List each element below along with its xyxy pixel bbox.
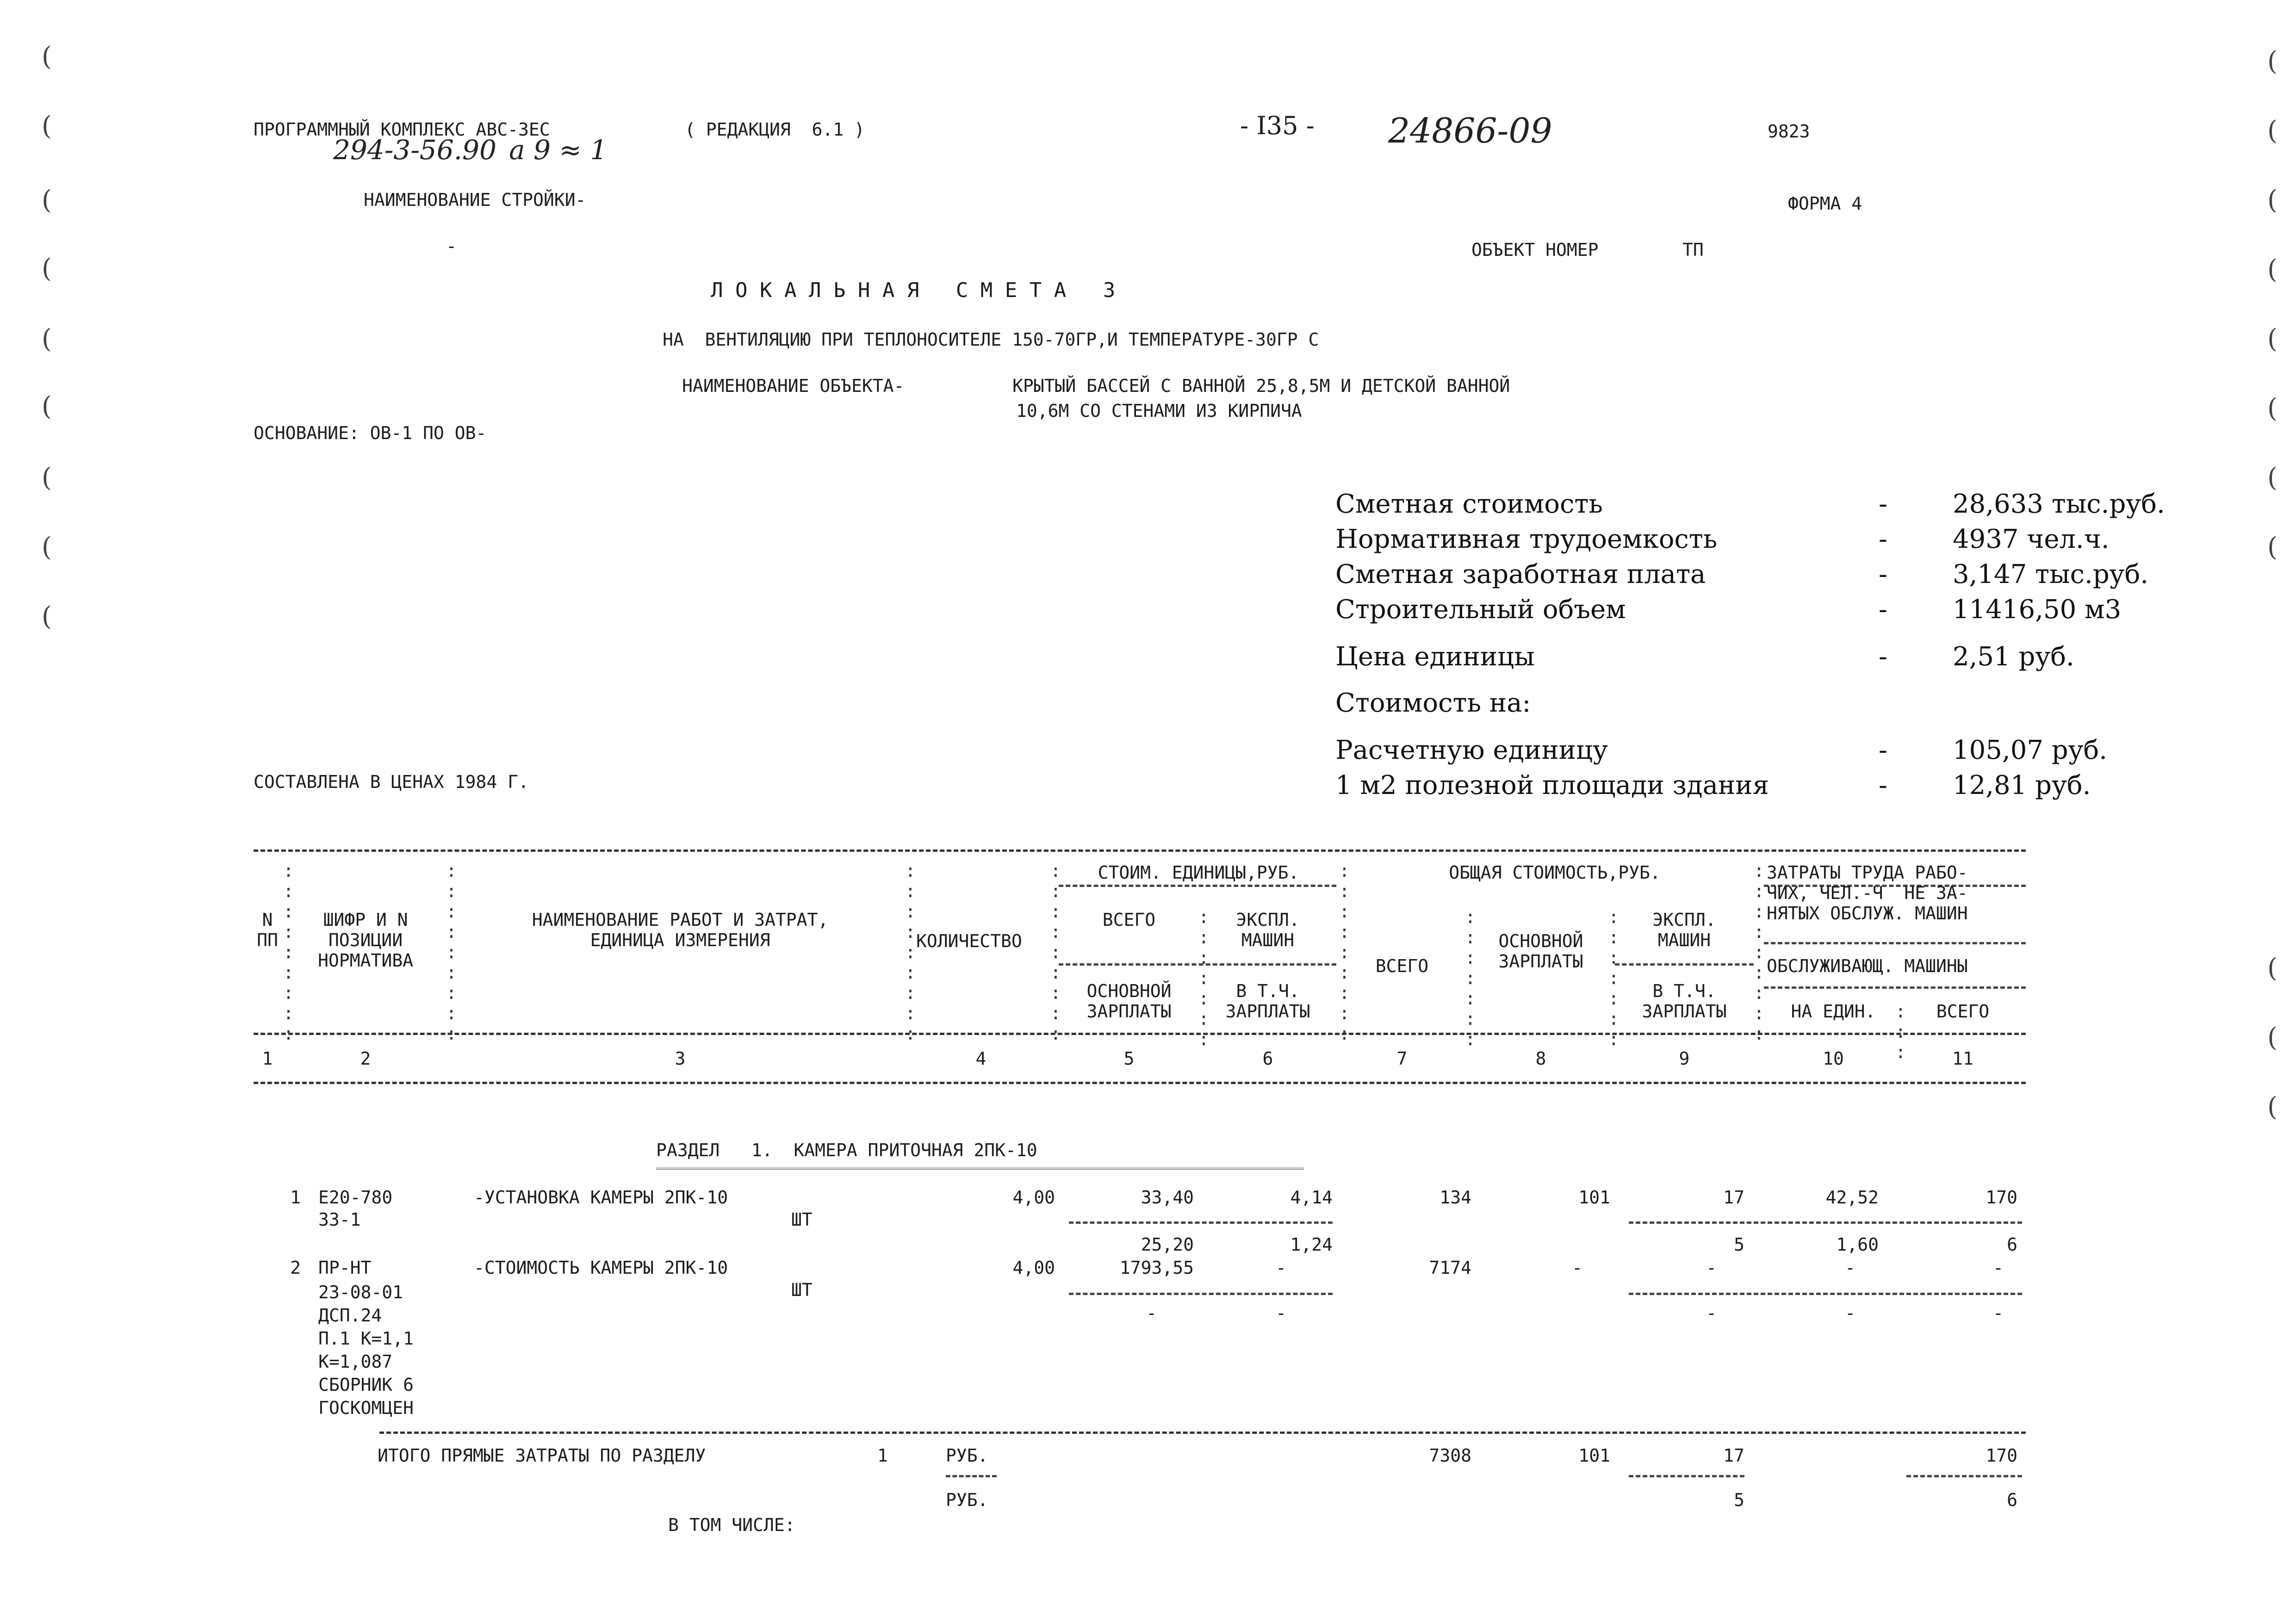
binding-mark: ( <box>2267 1023 2277 1053</box>
row-unit: ШТ <box>791 1209 813 1230</box>
document-code: 9823 <box>1768 121 1810 142</box>
row-labor-serv-total: - <box>1993 1303 2004 1323</box>
binding-mark: ( <box>42 111 52 141</box>
object-name-line1: КРЫТЫЙ БАССЕЙ С ВАННОЙ 25,8,5М И ДЕТСКОЙ ВАННОЙ <box>1012 376 1510 396</box>
binding-mark: ( <box>42 601 52 632</box>
construction-dash: - <box>446 236 457 256</box>
column-number: 1 <box>262 1048 273 1069</box>
row-unit-incl-wage: 1,24 <box>1290 1234 1333 1255</box>
total-all-header: ВСЕГО <box>1375 956 1429 976</box>
column-separator: : : : : : : : <box>1198 907 1209 1049</box>
labor-subrule-2 <box>1764 942 2026 944</box>
totals-total: 7308 <box>1429 1445 1471 1466</box>
column-number: 10 <box>1823 1048 1844 1069</box>
row-unit-machines: 4,14 <box>1290 1187 1333 1208</box>
summary-dash: - <box>1879 735 1887 765</box>
binding-mark: ( <box>42 42 52 72</box>
col-number-header: N ПП <box>257 910 278 950</box>
unit-cost-subrule-2 <box>1059 963 1336 966</box>
column-separator: : : : : : : : : : <box>1339 861 1350 1044</box>
unit-total-header: ВСЕГО <box>1102 910 1156 930</box>
row-subrule <box>1069 1221 1333 1224</box>
row-labor-unit: - <box>1845 1258 1855 1278</box>
column-separator: : : : : : : : <box>1608 907 1619 1049</box>
column-separator: : : : : : : : : : <box>283 861 294 1044</box>
summary-value: 3,147 тыс.руб. <box>1953 559 2149 589</box>
totals-subrule <box>946 1475 997 1477</box>
row-subrule <box>1629 1293 2022 1295</box>
row-total-machines: 17 <box>1723 1187 1744 1208</box>
row-labor-total: 170 <box>1986 1187 2017 1208</box>
binding-mark: ( <box>42 324 52 354</box>
row-code: Е20-780 <box>318 1187 393 1208</box>
price-level: СОСТАВЛЕНА В ЦЕНАХ 1984 Г. <box>254 772 529 792</box>
column-number: 5 <box>1123 1048 1135 1069</box>
row-unit-wage: 25,20 <box>1141 1234 1194 1255</box>
summary-label: Цена единицы <box>1335 642 1535 672</box>
binding-mark: ( <box>2267 185 2277 215</box>
page-number: - I35 - <box>1240 111 1315 140</box>
binding-mark: ( <box>2267 532 2277 562</box>
total-mach-subrule <box>1615 963 1754 966</box>
handwritten-number: 24866-09 <box>1388 111 1552 151</box>
row-unit-wage: - <box>1146 1303 1157 1323</box>
totals-wage: 101 <box>1578 1445 1610 1466</box>
labor-serv-header: ОБСЛУЖИВАЮЩ. МАШИНЫ <box>1767 956 1968 976</box>
summary-value: 2,51 руб. <box>1953 642 2074 672</box>
unit-mach-header: ЭКСПЛ. МАШИН <box>1236 910 1300 950</box>
totals-unit: РУБ. <box>946 1445 988 1466</box>
column-separator: : : : <box>1895 1001 1906 1062</box>
total-incl-header: В Т.Ч. ЗАРПЛАТЫ <box>1642 981 1727 1022</box>
form-label: ФОРМА 4 <box>1788 193 1862 214</box>
column-number: 7 <box>1396 1048 1408 1069</box>
unit-cost-header: СТОИМ. ЕДИНИЦЫ,РУБ. <box>1098 862 1299 883</box>
summary-label: Расчетную единицу <box>1335 735 1608 765</box>
summary-value: 11416,50 м3 <box>1953 595 2122 625</box>
col-qty-header: КОЛИЧЕСТВО <box>916 931 1022 951</box>
row-labor-total: - <box>1993 1258 2004 1278</box>
row-labor-serv-total: 6 <box>2007 1234 2017 1255</box>
row-code-extra: 23-08-01 ДСП.24 П.1 К=1,1 К=1,087 СБОРНИК 6 ГОСКОМЦЕН <box>318 1282 414 1418</box>
binding-mark: ( <box>2267 254 2277 285</box>
row-total: 7174 <box>1429 1258 1471 1278</box>
summary-dash: - <box>1879 489 1887 519</box>
document-subtitle: НА ВЕНТИЛЯЦИЮ ПРИ ТЕПЛОНОСИТЕЛЕ 150-70ГР,И ТЕМПЕРАТУРЕ-30ГР С <box>663 329 1319 350</box>
binding-mark: ( <box>42 254 52 284</box>
unit-incl-header: В Т.Ч. ЗАРПЛАТЫ <box>1225 981 1310 1022</box>
column-separator: : : : : : : : <box>1465 907 1476 1049</box>
row-number: 1 <box>290 1187 301 1208</box>
object-number-label: ОБЪЕКТ НОМЕР <box>1471 240 1599 260</box>
totals-section-number: 1 <box>877 1445 888 1466</box>
binding-mark: ( <box>42 185 52 215</box>
handwritten-project: 294-3-56.90 <box>333 134 496 166</box>
summary-value: 28,633 тыс.руб. <box>1953 489 2165 519</box>
labor-subrule-3 <box>1764 986 2026 989</box>
row-code: ПР-НТ <box>318 1258 372 1278</box>
row-total-incl-wage: 5 <box>1734 1234 1744 1255</box>
program-name: ПРОГРАММНЫЙ КОМПЛЕКС АВС-3ЕС <box>254 119 550 140</box>
summary-label: Нормативная трудоемкость <box>1335 524 1718 554</box>
table-numbers-rule <box>254 1082 2026 1084</box>
col-name-header: НАИМЕНОВАНИЕ РАБОТ И ЗАТРАТ, ЕДИНИЦА ИЗМЕРЕНИЯ <box>532 910 829 950</box>
summary-dash: - <box>1879 595 1887 625</box>
col-code-header: ШИФР И N ПОЗИЦИИ НОРМАТИВА <box>318 910 413 971</box>
totals-labor-serv: 6 <box>2007 1490 2017 1510</box>
totals-labor: 170 <box>1986 1445 2017 1466</box>
row-labor-unit: 42,52 <box>1825 1187 1879 1208</box>
binding-mark: ( <box>42 463 52 493</box>
totals-subrule <box>1629 1475 1744 1477</box>
column-number: 4 <box>975 1048 987 1069</box>
section-title: РАЗДЕЛ 1. КАМЕРА ПРИТОЧНАЯ 2ПК-10 <box>656 1140 1037 1160</box>
summary-label: 1 м2 полезной площади здания <box>1335 770 1769 800</box>
unit-cost-subrule <box>1059 885 1336 887</box>
row-unit-machines: - <box>1276 1258 1286 1278</box>
summary-label: Стоимость на: <box>1335 688 1531 718</box>
row-total-machines: - <box>1706 1258 1717 1278</box>
summary-dash: - <box>1879 559 1887 589</box>
row-total-incl-wage: - <box>1706 1303 1717 1323</box>
summary-dash: - <box>1879 524 1887 554</box>
binding-mark: ( <box>2267 46 2277 76</box>
column-separator: : : : : : : : : : <box>446 861 457 1044</box>
binding-mark: ( <box>42 532 52 562</box>
totals-including: В ТОМ ЧИСЛЕ: <box>668 1515 795 1535</box>
row-name: -СТОИМОСТЬ КАМЕРЫ 2ПК-10 <box>474 1258 728 1278</box>
totals-machines: 17 <box>1723 1445 1744 1466</box>
binding-mark: ( <box>42 391 52 421</box>
totals-label: ИТОГО ПРЯМЫЕ ЗАТРАТЫ ПО РАЗДЕЛУ <box>378 1445 706 1466</box>
totals-incl-wage: 5 <box>1734 1490 1744 1510</box>
row-unit-incl-wage: - <box>1276 1303 1286 1323</box>
total-cost-header: ОБЩАЯ СТОИМОСТЬ,РУБ. <box>1449 862 1661 883</box>
column-number: 3 <box>675 1048 686 1069</box>
construction-label: НАИМЕНОВАНИЕ СТРОЙКИ- <box>364 190 586 210</box>
summary-dash: - <box>1879 642 1887 672</box>
binding-mark: ( <box>2267 1092 2277 1122</box>
column-separator: : : : : : : : : : <box>905 861 916 1044</box>
summary-label: Сметная заработная плата <box>1335 559 1706 589</box>
row-total-wage: - <box>1572 1258 1582 1278</box>
total-wage-header: ОСНОВНОЙ ЗАРПЛАТЫ <box>1498 931 1583 972</box>
totals-subrule <box>1906 1475 2022 1477</box>
summary-value: 12,81 руб. <box>1953 770 2091 800</box>
row-code-extra: 33-1 <box>318 1209 361 1230</box>
column-number: 9 <box>1679 1048 1690 1069</box>
totals-unit-2: РУБ. <box>946 1490 988 1510</box>
object-number-value: ТП <box>1682 240 1704 260</box>
labor-total-header: ВСЕГО <box>1936 1001 1990 1022</box>
row-quantity: 4,00 <box>1012 1258 1055 1278</box>
row-total: 134 <box>1440 1187 1471 1208</box>
summary-value: 105,07 руб. <box>1953 735 2108 765</box>
column-number: 8 <box>1535 1048 1546 1069</box>
binding-mark: ( <box>2267 953 2277 983</box>
column-number: 6 <box>1262 1048 1273 1069</box>
column-number: 11 <box>1952 1048 1973 1069</box>
row-quantity: 4,00 <box>1012 1187 1055 1208</box>
totals-top-rule <box>379 1432 2026 1434</box>
labor-header: ЗАТРАТЫ ТРУДА РАБО- ЧИХ, ЧЕЛ.-Ч НЕ ЗА- НЯТЫХ ОБСЛУЖ. МАШИН <box>1767 862 1968 924</box>
row-total-wage: 101 <box>1578 1187 1610 1208</box>
object-name-line2: 10,6М СО СТЕНАМИ ИЗ КИРПИЧА <box>1016 401 1302 421</box>
summary-dash: - <box>1879 770 1887 800</box>
summary-value: 4937 чел.ч. <box>1953 524 2110 554</box>
summary-label: Строительный объем <box>1335 595 1626 625</box>
binding-mark: ( <box>2267 463 2277 493</box>
row-subrule <box>1629 1221 2022 1224</box>
row-name: -УСТАНОВКА КАМЕРЫ 2ПК-10 <box>474 1187 728 1208</box>
labor-unit-header: НА ЕДИН. <box>1791 1001 1876 1022</box>
binding-mark: ( <box>2267 393 2277 423</box>
section-underline <box>656 1168 1304 1170</box>
column-separator: : : : : : : : : : <box>1050 861 1061 1044</box>
handwritten-album: а 9 ≈ 1 <box>509 134 608 166</box>
unit-wage-header: ОСНОВНОЙ ЗАРПЛАТЫ <box>1086 981 1172 1022</box>
column-separator: : : : : : : : : : <box>1754 861 1764 1044</box>
row-unit-total: 1793,55 <box>1119 1258 1194 1278</box>
table-top-rule <box>254 849 2026 852</box>
row-unit: ШТ <box>791 1280 813 1300</box>
edition: ( РЕДАКЦИЯ 6.1 ) <box>685 119 865 140</box>
document-title: Л О К А Л Ь Н А Я С М Е Т А 3 <box>711 279 1116 302</box>
summary-label: Сметная стоимость <box>1335 489 1603 519</box>
row-labor-serv-unit: - <box>1845 1303 1855 1323</box>
basis: ОСНОВАНИЕ: ОВ-1 ПО ОВ- <box>254 423 487 443</box>
row-unit-total: 33,40 <box>1141 1187 1194 1208</box>
object-name-label: НАИМЕНОВАНИЕ ОБЪЕКТА- <box>682 376 905 396</box>
row-number: 2 <box>290 1258 301 1278</box>
row-labor-serv-unit: 1,60 <box>1836 1234 1879 1255</box>
total-mach-header: ЭКСПЛ. МАШИН <box>1652 910 1716 950</box>
binding-mark: ( <box>2267 116 2277 146</box>
column-number: 2 <box>360 1048 371 1069</box>
row-subrule <box>1069 1293 1333 1295</box>
binding-mark: ( <box>2267 324 2277 354</box>
